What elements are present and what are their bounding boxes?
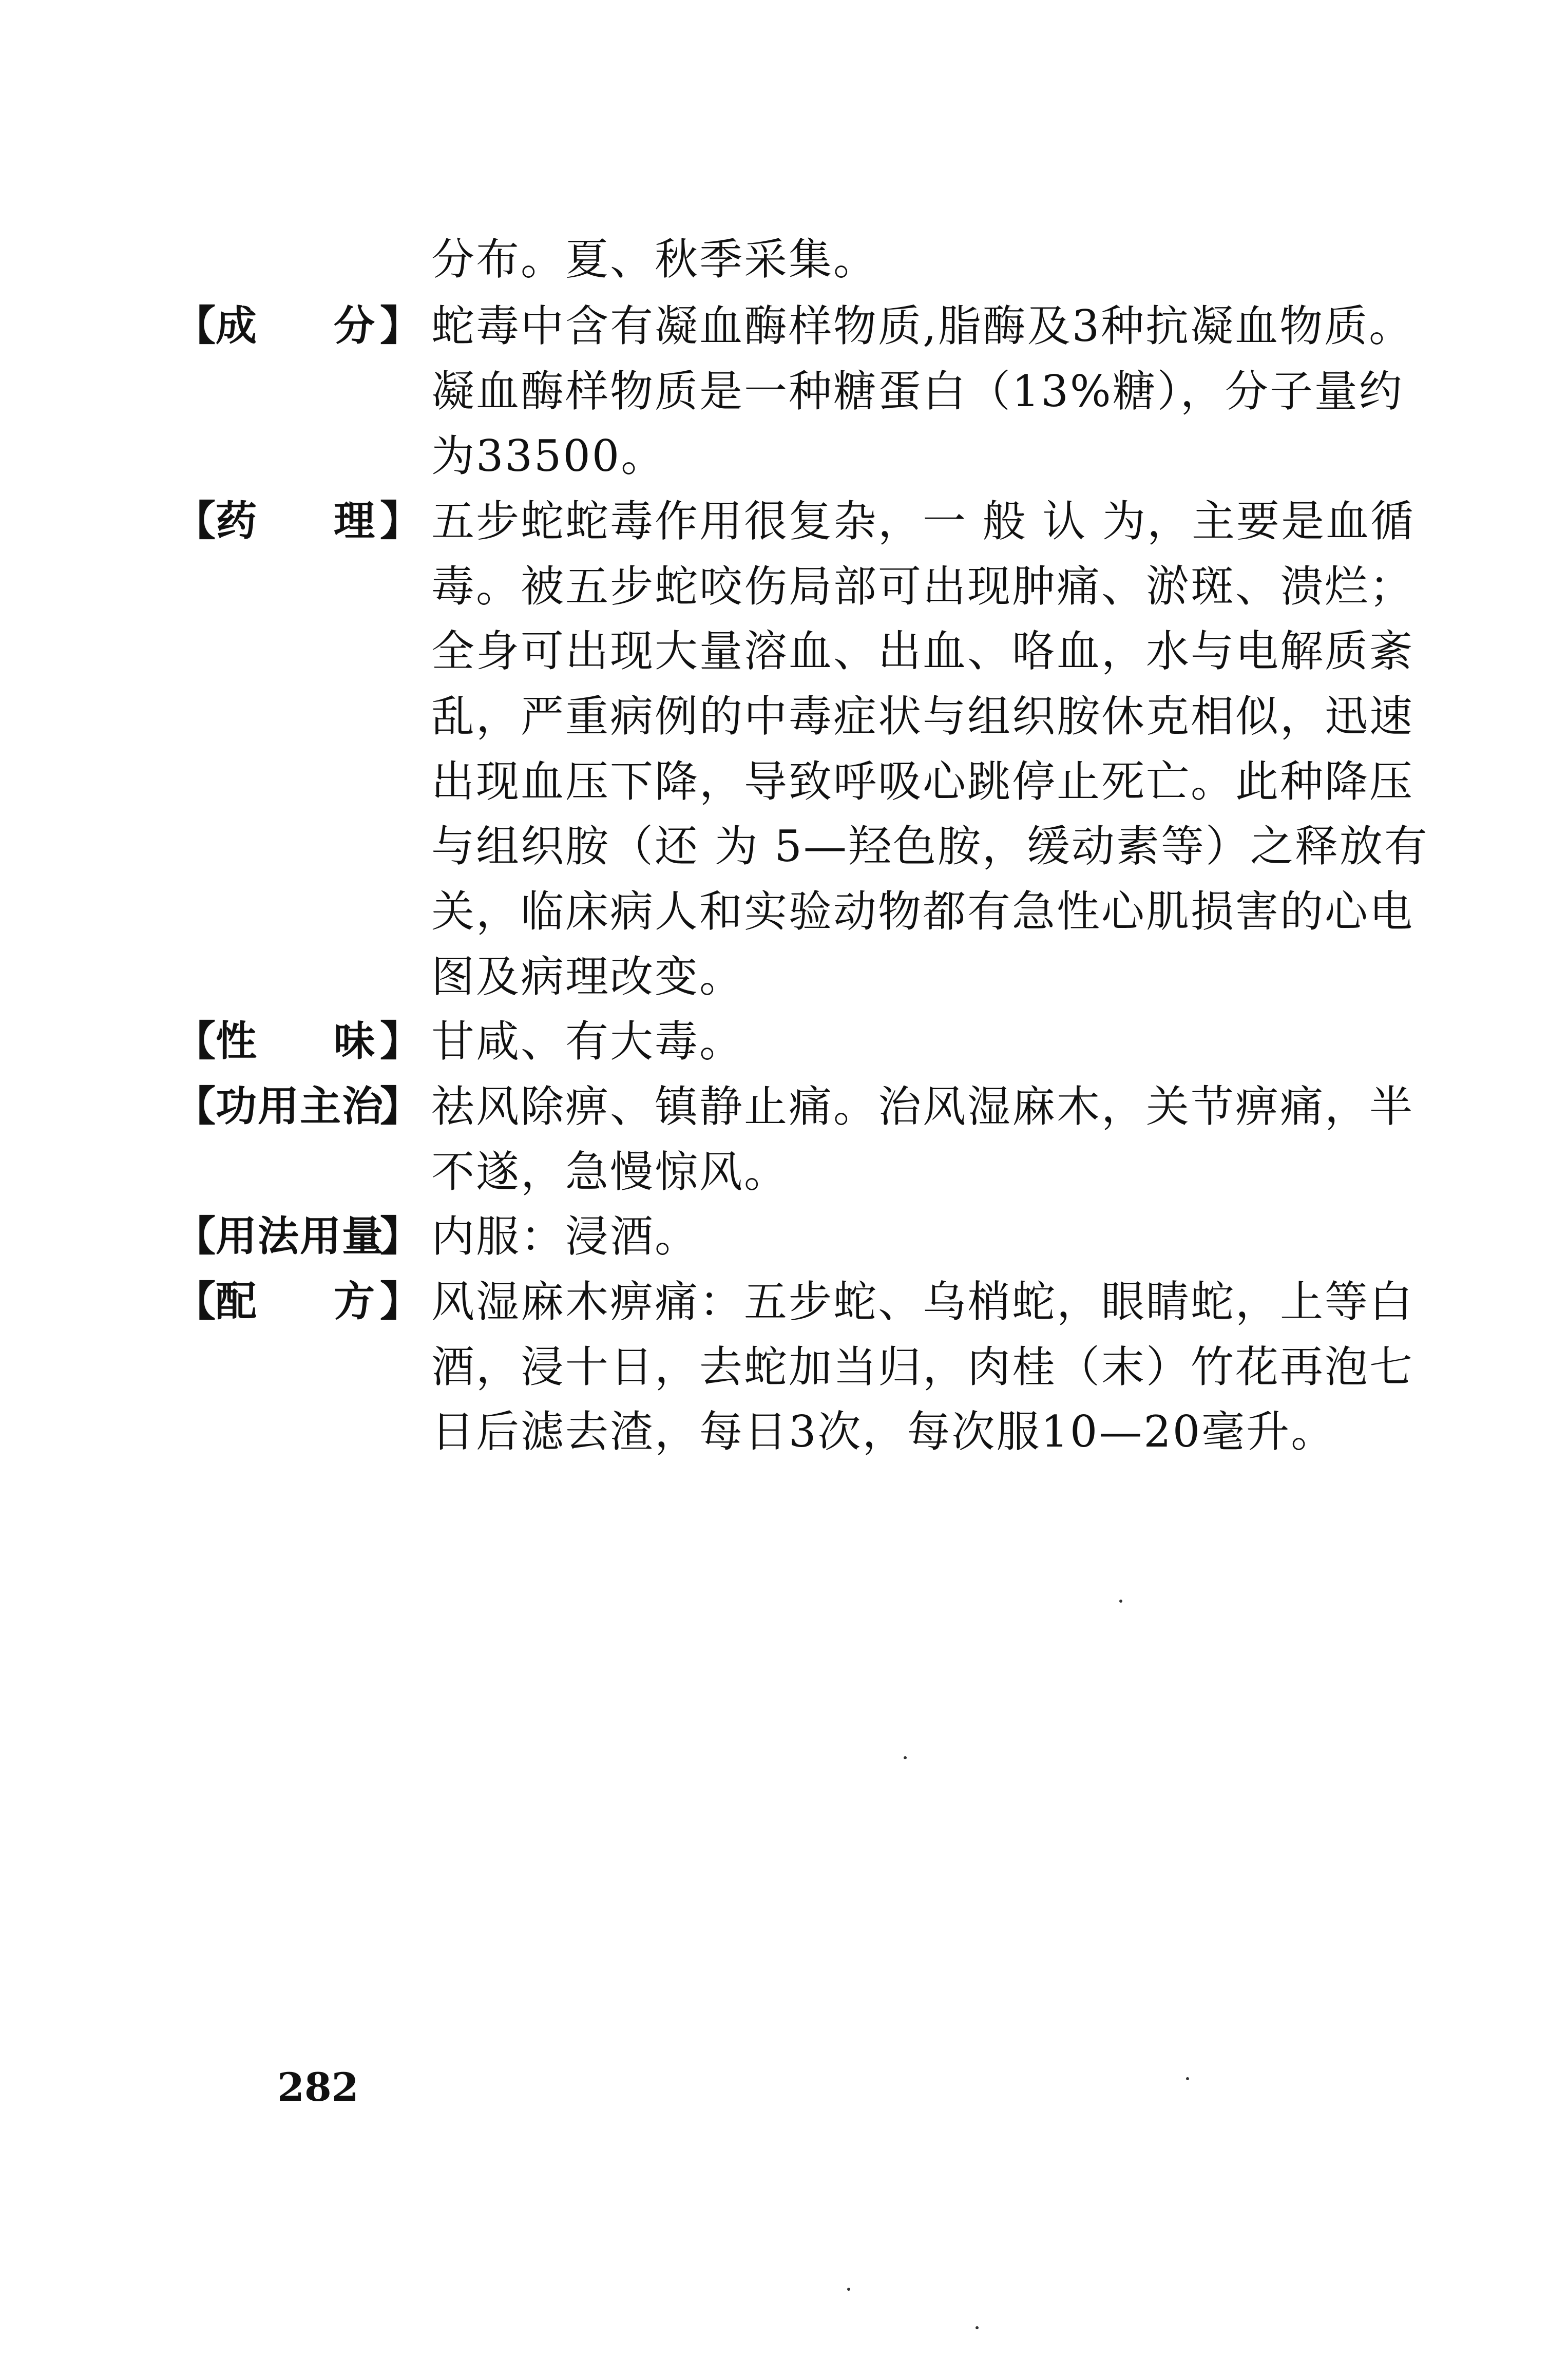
label-text: 用法用量 [216,1212,384,1260]
text-line: 祛风除痹、镇静止痛。治风湿麻木，关节痹痛，半 [431,1081,1414,1132]
text-line: 五步蛇蛇毒作用很复杂，一 般 认 为，主要是血循 [431,496,1416,546]
page-number: 282 [277,2064,359,2110]
label-char: 性 [216,1017,257,1065]
text-line: 酒，浸十日，去蛇加当归，肉桂（末）竹花再泡七 [431,1342,1414,1392]
text-line: 全身可出现大量溶血、出血、咯血，水与电解质紊 [431,626,1414,676]
label-bracket-close: 】 [380,1278,421,1325]
text-line: 出现血压下降，导致呼吸心跳停止死亡。此种降压 [431,756,1414,807]
scan-speck [904,1756,907,1759]
text-line: 图及病理改变。 [431,952,744,1002]
label-bracket-close: 】 [380,1082,421,1130]
text-line: 蛇毒中含有凝血酶样物质,脂酶及3种抗凝血物质。 [431,301,1414,351]
scan-speck [847,2288,850,2291]
text-line: 日后滤去渣，每日3次，每次服10—20毫升。 [431,1406,1336,1457]
label-char: 药 [216,497,257,545]
label-bracket-close: 】 [380,302,421,350]
text-line: 为33500。 [431,431,666,481]
text-line: 内服：浸酒。 [431,1211,700,1262]
label-bracket-open: 【 [175,1017,216,1065]
scan-speck [1119,1600,1122,1603]
label-char: 方 [334,1278,375,1325]
text-line: 不遂，急慢惊风。 [431,1147,789,1197]
scan-speck [1186,2077,1189,2080]
intro-line: 分布。夏、秋季采集。 [431,234,878,284]
label-bracket-close: 】 [380,1017,421,1065]
label-bracket-open: 【 [175,1212,216,1260]
label-bracket-close: 】 [380,497,421,545]
text-line: 凝血酶样物质是一种糖蛋白（13%糖），分子量约 [431,366,1404,416]
label-bracket-close: 】 [380,1212,421,1260]
label-bracket-open: 【 [175,1082,216,1130]
label-char: 分 [334,302,375,350]
text-line: 与组织胺（还 为 5—羟色胺，缓动素等）之释放有 [431,821,1429,871]
text-line: 风湿麻木痹痛：五步蛇、乌梢蛇，眼睛蛇，上等白 [431,1277,1414,1327]
scan-speck [976,2326,979,2329]
label-char: 配 [216,1278,257,1325]
label-bracket-open: 【 [175,302,216,350]
label-char: 味 [334,1017,375,1065]
label-text: 功用主治 [216,1082,384,1130]
text-line: 乱，严重病例的中毒症状与组织胺休克相似，迅速 [431,691,1414,742]
text-line: 甘咸、有大毒。 [431,1016,744,1067]
label-bracket-open: 【 [175,1278,216,1325]
label-char: 成 [216,302,257,350]
text-line: 毒。被五步蛇咬伤局部可出现肿痛、淤斑、溃烂； [431,561,1414,612]
label-char: 理 [334,497,375,545]
label-bracket-open: 【 [175,497,216,545]
text-line: 关，临床病人和实验动物都有急性心肌损害的心电 [431,886,1414,937]
